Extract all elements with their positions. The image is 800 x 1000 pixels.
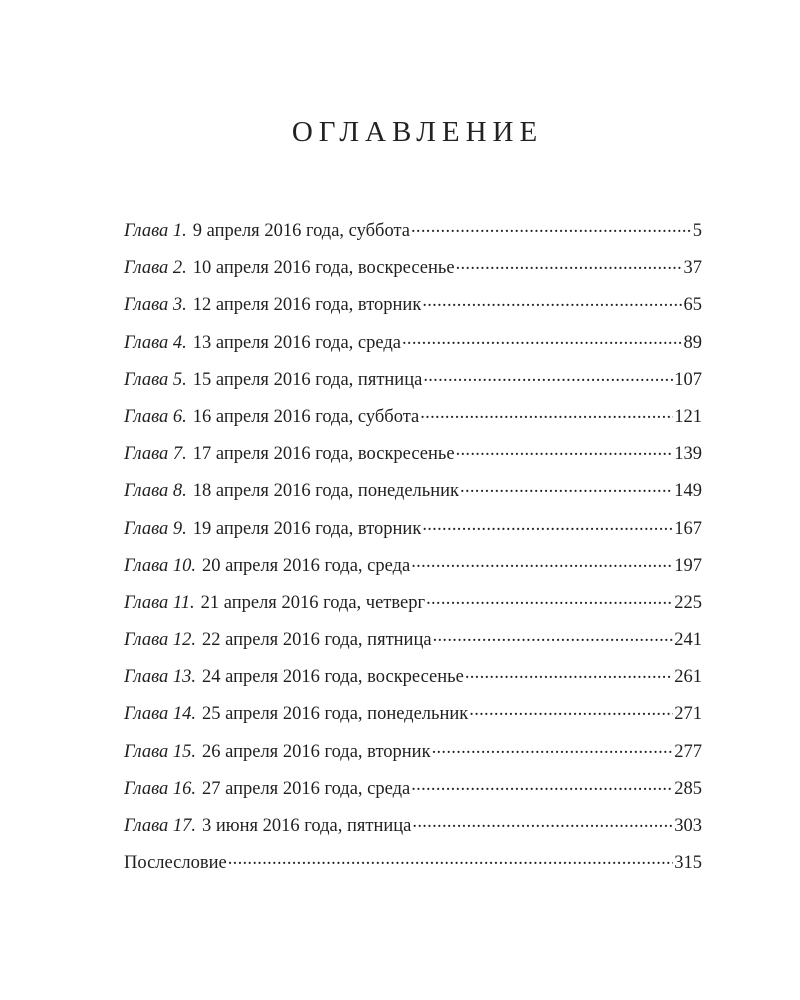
entry-title: 13 апреля 2016 года, среда <box>192 332 401 353</box>
chapter-label: Глава 3. <box>124 295 187 316</box>
dot-leader <box>411 776 673 794</box>
toc-entry[interactable] <box>124 811 702 848</box>
entry-title: 17 апреля 2016 года, воскресенье <box>192 444 455 465</box>
dot-leader <box>469 701 673 719</box>
toc-entry[interactable] <box>124 328 702 365</box>
chapter-label: Глава 7. <box>124 444 187 465</box>
chapter-label: Глава 12. <box>124 630 196 651</box>
chapter-label: Глава 16. <box>124 778 196 799</box>
toc-entry[interactable] <box>124 662 702 699</box>
dot-leader <box>402 330 683 348</box>
dot-leader <box>422 516 673 534</box>
dot-leader <box>432 739 674 757</box>
dot-leader <box>411 553 673 571</box>
toc-entry[interactable] <box>124 216 702 253</box>
page-number: 261 <box>674 667 702 688</box>
toc-entry[interactable] <box>124 402 702 439</box>
toc-entry[interactable] <box>124 439 702 476</box>
toc-entry[interactable] <box>124 551 702 588</box>
entry-title: 12 апреля 2016 года, вторник <box>192 295 422 316</box>
entry-title: 20 апреля 2016 года, среда <box>202 555 411 576</box>
dot-leader <box>228 850 674 868</box>
toc-entry[interactable] <box>124 290 702 327</box>
page-number: 89 <box>683 332 702 353</box>
page-number: 277 <box>674 741 702 762</box>
toc-entry[interactable] <box>124 588 702 625</box>
entry-title: 22 апреля 2016 года, пятница <box>202 630 432 651</box>
page-number: 225 <box>674 592 702 613</box>
toc-entry[interactable] <box>124 699 702 736</box>
entry-title: 27 апреля 2016 года, среда <box>202 778 411 799</box>
chapter-label: Глава 9. <box>124 518 187 539</box>
entry-title: Послесловие <box>124 853 227 874</box>
chapter-label: Глава 6. <box>124 406 187 427</box>
dot-leader <box>465 664 673 682</box>
chapter-label: Глава 5. <box>124 369 187 390</box>
dot-leader <box>422 292 682 310</box>
page-title: ОГЛАВЛЕНИЕ <box>291 116 544 148</box>
page-number: 303 <box>674 816 702 836</box>
chapter-label: Глава 1. <box>124 221 187 241</box>
dot-leader <box>420 404 673 422</box>
chapter-label: Глава 14. <box>124 704 196 725</box>
dot-leader <box>426 590 673 608</box>
dot-leader <box>460 478 673 496</box>
toc-entry[interactable] <box>124 514 702 551</box>
page-number: 167 <box>674 518 702 539</box>
page-number: 37 <box>683 258 702 279</box>
entry-title: 9 апреля 2016 года, суббота <box>192 221 410 241</box>
page-number: 65 <box>683 295 702 316</box>
entry-title: 15 апреля 2016 года, пятница <box>192 369 423 390</box>
chapter-label: Глава 13. <box>124 667 196 688</box>
page-number: 315 <box>674 853 702 874</box>
chapter-label: Глава 11. <box>124 592 195 613</box>
entry-title: 26 апреля 2016 года, вторник <box>202 741 431 762</box>
page-number: 149 <box>674 481 702 502</box>
dot-leader <box>412 813 673 831</box>
toc-entry[interactable] <box>124 737 702 774</box>
entry-title: 19 апреля 2016 года, вторник <box>192 518 422 539</box>
page-number: 121 <box>674 406 702 427</box>
entry-title: 3 июня 2016 года, пятница <box>202 816 412 836</box>
toc-entry[interactable] <box>124 253 702 290</box>
entry-title: 10 апреля 2016 года, воскресенье <box>192 258 455 279</box>
page-number: 197 <box>674 555 702 576</box>
chapter-label: Глава 17. <box>124 816 196 836</box>
entry-title: 21 апреля 2016 года, четверг <box>200 592 426 613</box>
entry-title: 16 апреля 2016 года, суббота <box>192 406 420 427</box>
toc-entry[interactable] <box>124 625 702 662</box>
toc-entry-afterword[interactable] <box>124 848 702 885</box>
dot-leader <box>433 627 674 645</box>
toc-entry[interactable] <box>124 774 702 811</box>
dot-leader <box>411 218 692 236</box>
page-number: 5 <box>692 221 702 241</box>
chapter-label: Глава 15. <box>124 741 196 762</box>
page-number: 271 <box>674 704 702 725</box>
table-of-contents <box>124 216 702 885</box>
page-number: 139 <box>674 444 702 465</box>
chapter-label: Глава 4. <box>124 332 187 353</box>
dot-leader <box>423 367 673 385</box>
chapter-label: Глава 2. <box>124 258 187 279</box>
entry-title: 24 апреля 2016 года, воскресенье <box>202 667 464 688</box>
page-number: 107 <box>674 369 702 390</box>
page-number: 285 <box>674 778 702 799</box>
toc-entry[interactable] <box>124 365 702 402</box>
toc-entry[interactable] <box>124 476 702 513</box>
entry-title: 18 апреля 2016 года, понедельник <box>192 481 460 502</box>
chapter-label: Глава 8. <box>124 481 187 502</box>
dot-leader <box>456 441 674 459</box>
dot-leader <box>456 255 683 273</box>
chapter-label: Глава 10. <box>124 555 196 576</box>
entry-title: 25 апреля 2016 года, понедельник <box>202 704 469 725</box>
page-number: 241 <box>674 630 702 651</box>
